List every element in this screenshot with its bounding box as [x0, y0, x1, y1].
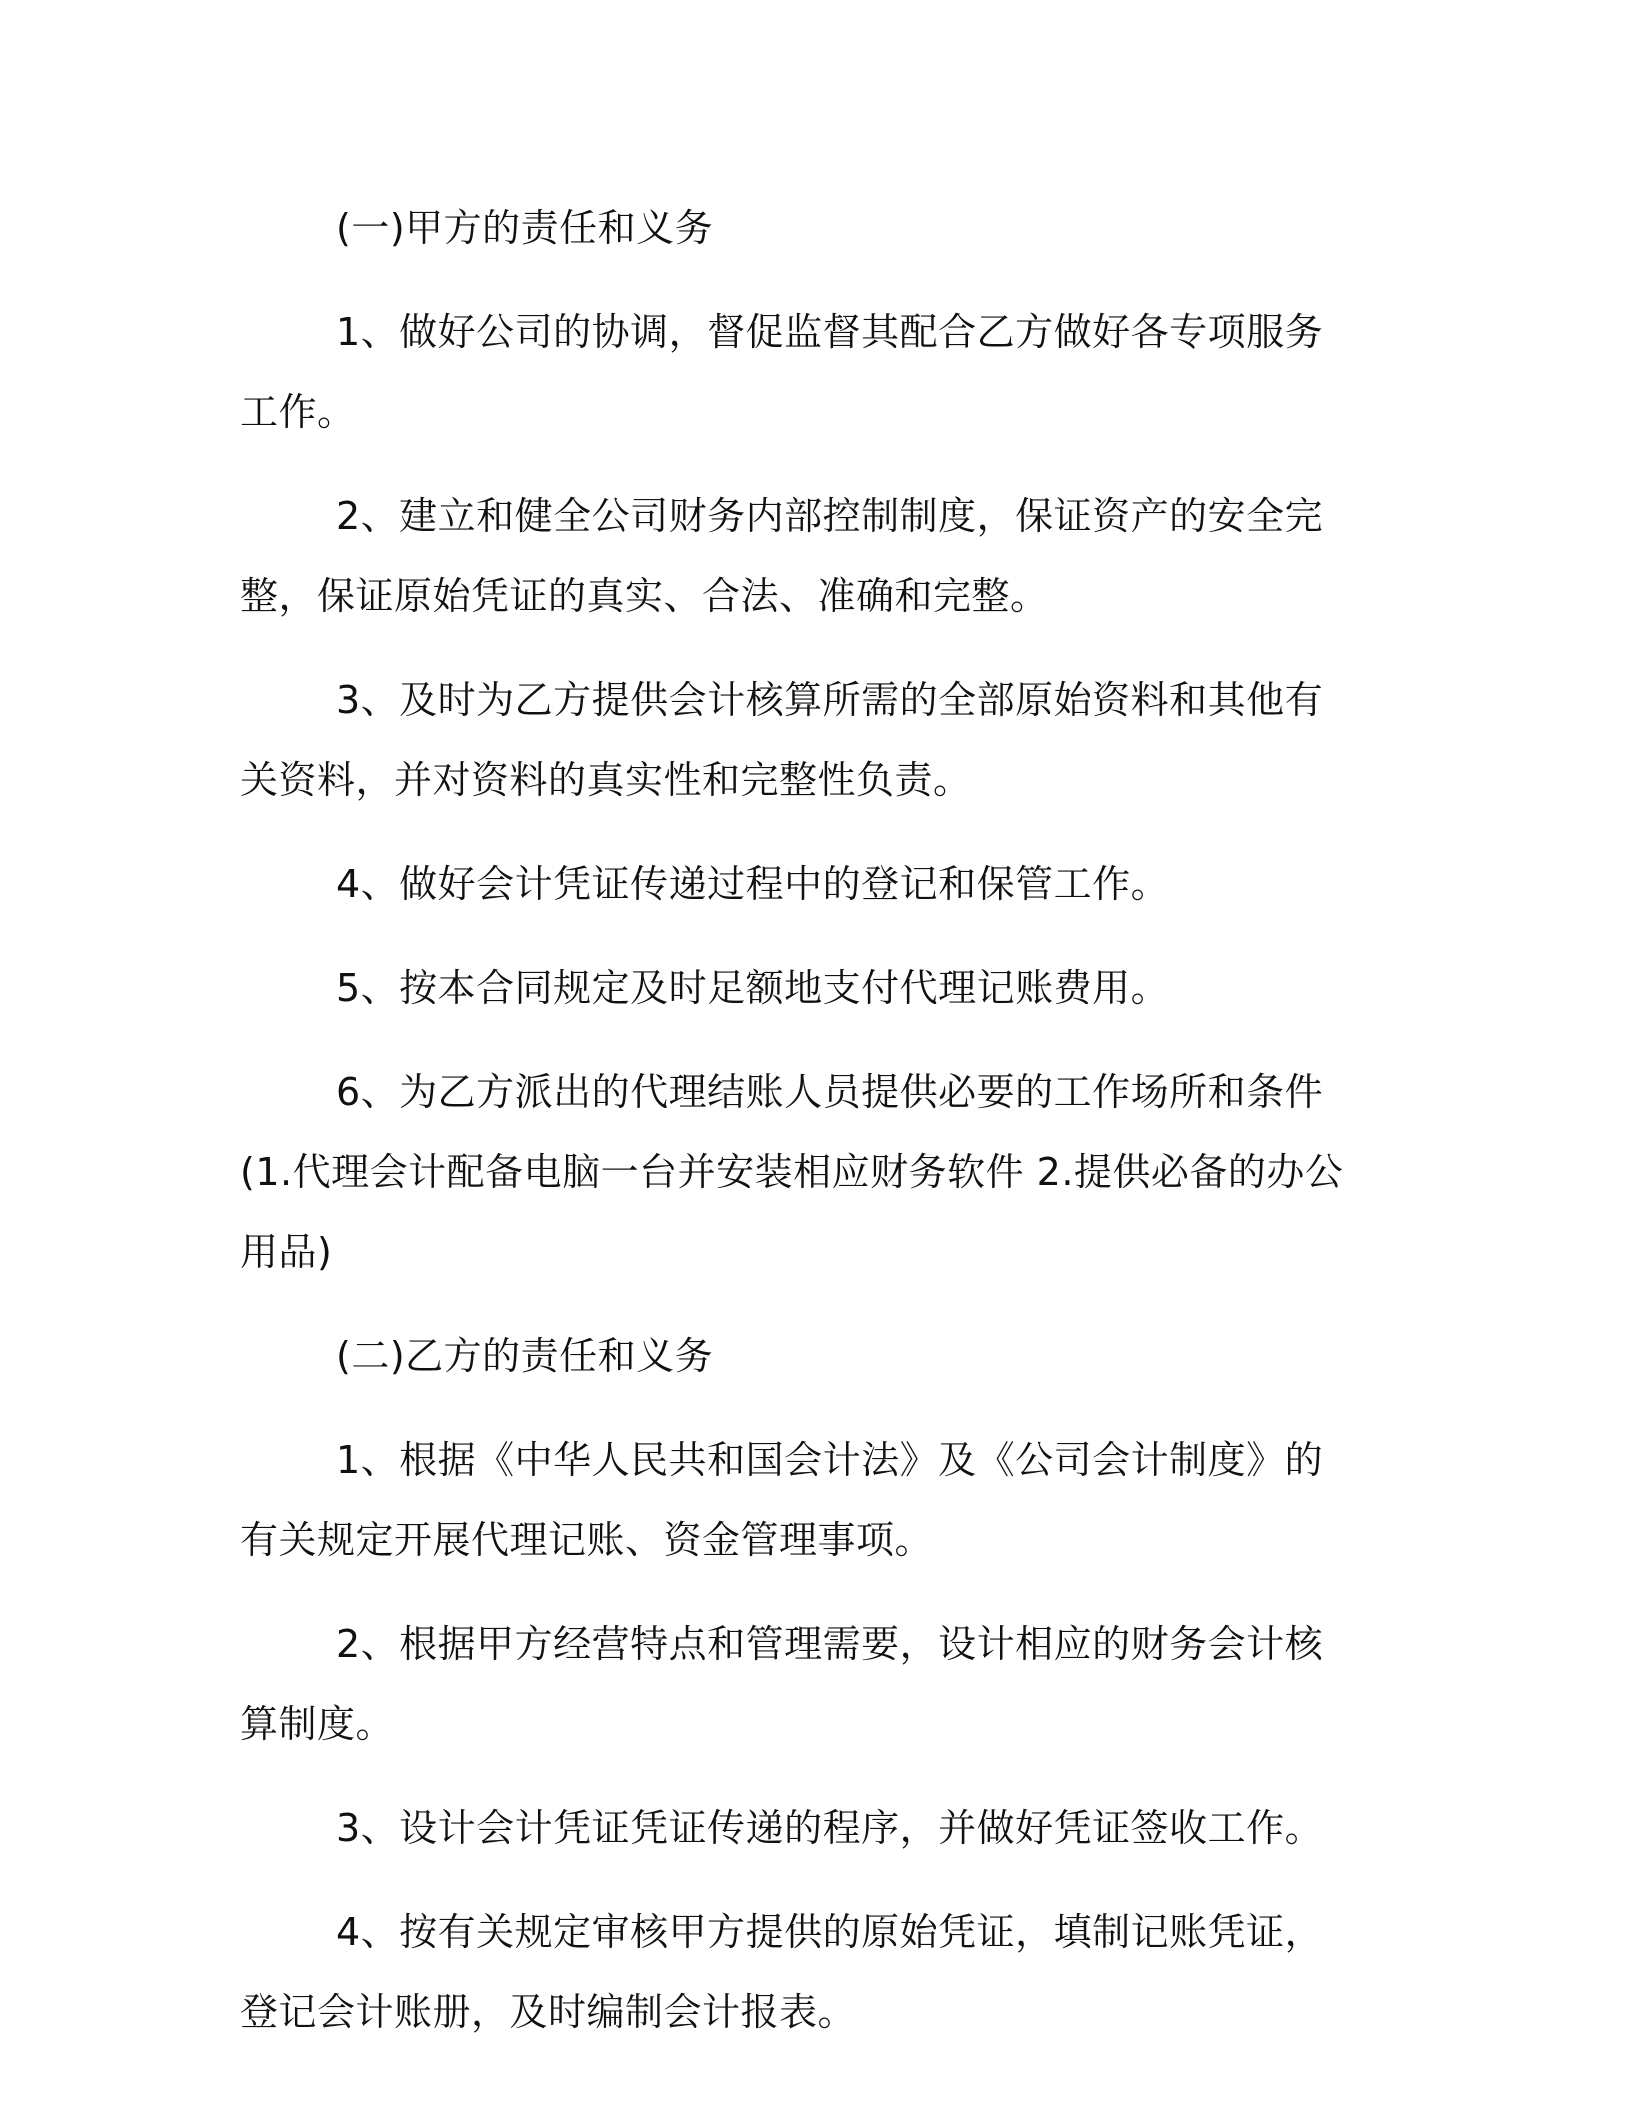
section-b-item-2: 2、根据甲方经营特点和管理需要，设计相应的财务会计核算制度。 [240, 1622, 1324, 1746]
section-a-item-3: 3、及时为乙方提供会计核算所需的全部原始资料和其他有关资料，并对资料的真实性和完整性负责。 [240, 678, 1324, 802]
section-a-heading: (一)甲方的责任和义务 [336, 206, 714, 250]
section-a-item-5: 5、按本合同规定及时足额地支付代理记账费用。 [336, 966, 1170, 1010]
section-b-item-1: 1、根据《中华人民共和国会计法》及《公司会计制度》的有关规定开展代理记账、资金管理事项。 [240, 1438, 1324, 1562]
section-a-item-4: 4、做好会计凭证传递过程中的登记和保管工作。 [336, 862, 1170, 906]
section-b-heading: (二)乙方的责任和义务 [336, 1334, 714, 1378]
section-b-item-3: 3、设计会计凭证凭证传递的程序，并做好凭证签收工作。 [336, 1806, 1324, 1850]
section-b-item-4: 4、按有关规定审核甲方提供的原始凭证，填制记账凭证，登记会计账册，及时编制会计报表。 [240, 1910, 1324, 2034]
section-a-item-2: 2、建立和健全公司财务内部控制制度，保证资产的安全完整，保证原始凭证的真实、合法、准确和完整。 [240, 494, 1324, 618]
section-a-item-6: 6、为乙方派出的代理结账人员提供必要的工作场所和条件(1.代理会计配备电脑一台并安装相应财务软件 2.提供必备的办公用品) [240, 1070, 1344, 1274]
section-a-item-1: 1、做好公司的协调，督促监督其配合乙方做好各专项服务工作。 [240, 310, 1324, 434]
document-body [240, 188, 1360, 2052]
